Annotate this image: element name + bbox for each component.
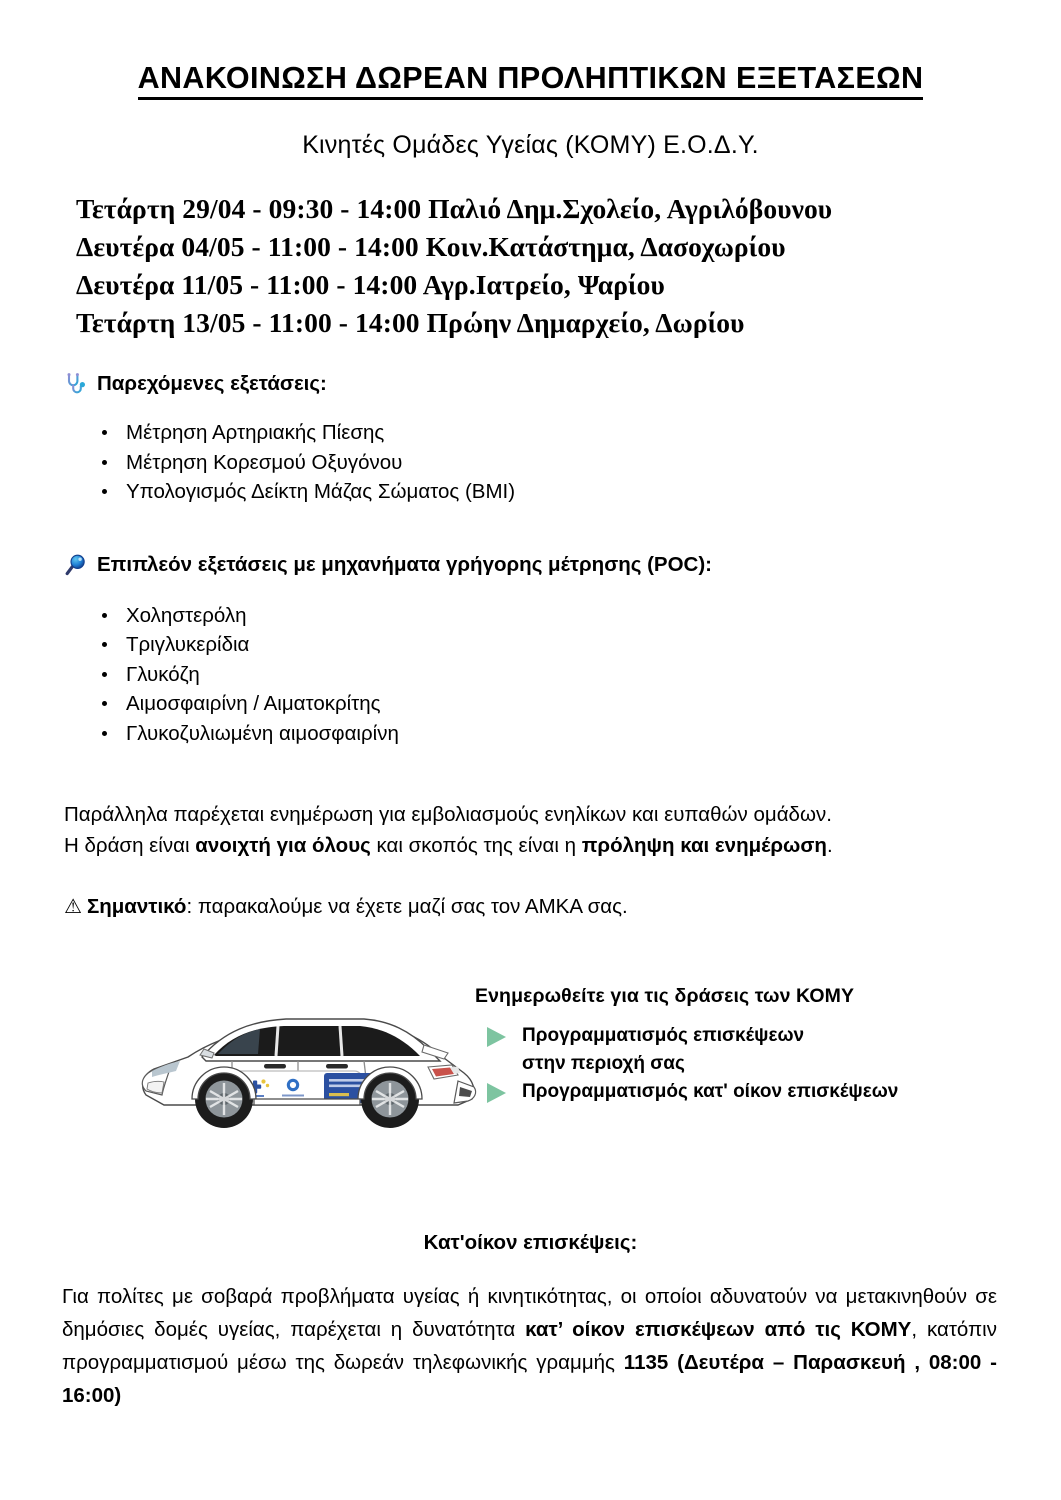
- provided-exams-list: [0, 396, 1061, 507]
- home-visits-paragraph: [62, 1280, 997, 1412]
- infographic-text-block: [473, 985, 993, 1106]
- important-text: : παρακαλούμε να έχετε μαζί σας τον ΑΜΚΑ σας.: [186, 895, 628, 919]
- poc-exams-list: [0, 577, 1061, 749]
- important-label: Σημαντικό: [86, 895, 187, 919]
- home-visits-heading: Κατ'οίκον επισκέψεις:: [423, 1231, 638, 1254]
- page-title-text: ΑΝΑΚΟΙΝΩΣΗ ΔΩΡΕΑΝ ΠΡΟΛΗΠΤΙΚΩΝ ΕΞΕΤΑΣΕΩΝ: [138, 62, 924, 100]
- infographic-bullet: Προγραμματισμός κατ' οίκον επισκέψεων: [473, 1078, 993, 1106]
- info-line-2-bold-open: ανοιχτή για όλους: [195, 834, 371, 858]
- list-item: Μέτρηση Κορεσμού Οξυγόνου: [100, 448, 1061, 478]
- home-visits-bold-phone: 1135 (Δευτέρα – Παρασκευή , 08:00 - 16:00): [62, 1351, 997, 1407]
- schedule-item: Δευτέρα 11/05 - 11:00 - 14:00 Αγρ.Ιατρείο, Ψαρίου: [76, 269, 665, 301]
- list-item: Γλυκόζη: [100, 660, 1061, 690]
- poc-exams-heading: [0, 553, 1061, 577]
- list-item: Χοληστερόλη: [100, 601, 1061, 631]
- list-item: Υπολογισμός Δείκτη Μάζας Σώματος (BMI): [100, 477, 1061, 507]
- infographic-bullet-cont: στην περιοχή σας: [522, 1053, 685, 1074]
- warning-triangle-icon: ⚠: [64, 894, 82, 919]
- infographic-bullet-list: [473, 1022, 993, 1106]
- schedule-item: Τετάρτη 13/05 - 11:00 - 14:00 Πρώην Δημαρχείο, Δωρίου: [76, 307, 745, 339]
- schedule-item: Τετάρτη 29/04 - 09:30 - 14:00 Παλιό Δημ.Σχολείο, Αγριλόβουνου: [76, 193, 833, 225]
- provided-exams-heading-label: Παρεχόμενες εξετάσεις:: [97, 372, 327, 396]
- stethoscope-icon: [64, 372, 88, 396]
- list-item: Μέτρηση Αρτηριακής Πίεσης: [100, 418, 1061, 448]
- page-title: [0, 0, 1061, 100]
- vaccination-info-block: [0, 748, 1061, 922]
- info-line-2-a: Η δράση είναι: [64, 834, 196, 858]
- info-line-2-c: .: [826, 834, 833, 858]
- important-note: [64, 891, 999, 922]
- infographic-bullet: Προγραμματισμός επισκέψεων: [473, 1022, 993, 1050]
- info-line-1: Παράλληλα παρέχεται ενημέρωση για εμβολιασμούς ενηλίκων και ευπαθών ομάδων.: [64, 803, 832, 827]
- list-item: Τριγλυκερίδια: [100, 630, 1061, 660]
- komy-car-image: [128, 995, 488, 1140]
- home-visits-text-a: Για πολίτες με σοβαρά προβλήματα υγείας ή κινητικότητας, οι οποίοι αδυνατούν να μετακινηθούν σε δημόσιες δομές υγείας, παρέχεται η δυνατότητα: [62, 1285, 997, 1341]
- info-line-2: [64, 831, 999, 861]
- poc-exams-heading-label: Επιπλεόν εξετάσεις με μηχανήματα γρήγορης μέτρησης (POC):: [97, 552, 712, 576]
- list-item: Γλυκοζυλιωμένη αιμοσφαιρίνη: [100, 719, 1061, 749]
- home-visits-bold-komy: κατ’ οίκον επισκέψεων από τις ΚΟΜΥ: [525, 1318, 912, 1341]
- info-line-2-bold-prevention: πρόληψη και ενημέρωση: [581, 834, 827, 858]
- schedule-list: [0, 160, 1061, 342]
- infographic-title: Ενημερωθείτε για τις δράσεις των ΚΟΜΥ: [475, 985, 855, 1007]
- page-subtitle: Κινητές Ομάδες Υγείας (ΚΟΜΥ) Ε.Ο.Δ.Υ.: [302, 131, 759, 160]
- info-line-2-b: και σκοπός της είναι η: [370, 834, 582, 858]
- home-visits-text-b: , κατόπιν προγραμματισμού μέσω της δωρεάν τηλεφωνικής γραμμής: [62, 1318, 997, 1374]
- list-item: Αιμοσφαιρίνη / Αιματοκρίτης: [100, 689, 1061, 719]
- komy-infographic: [0, 985, 1061, 1150]
- magnifying-glass-icon: [64, 553, 88, 577]
- provided-exams-heading: [0, 372, 1061, 396]
- schedule-item: Δευτέρα 04/05 - 11:00 - 14:00 Κοιν.Κατάστημα, Δασοχωρίου: [76, 231, 786, 263]
